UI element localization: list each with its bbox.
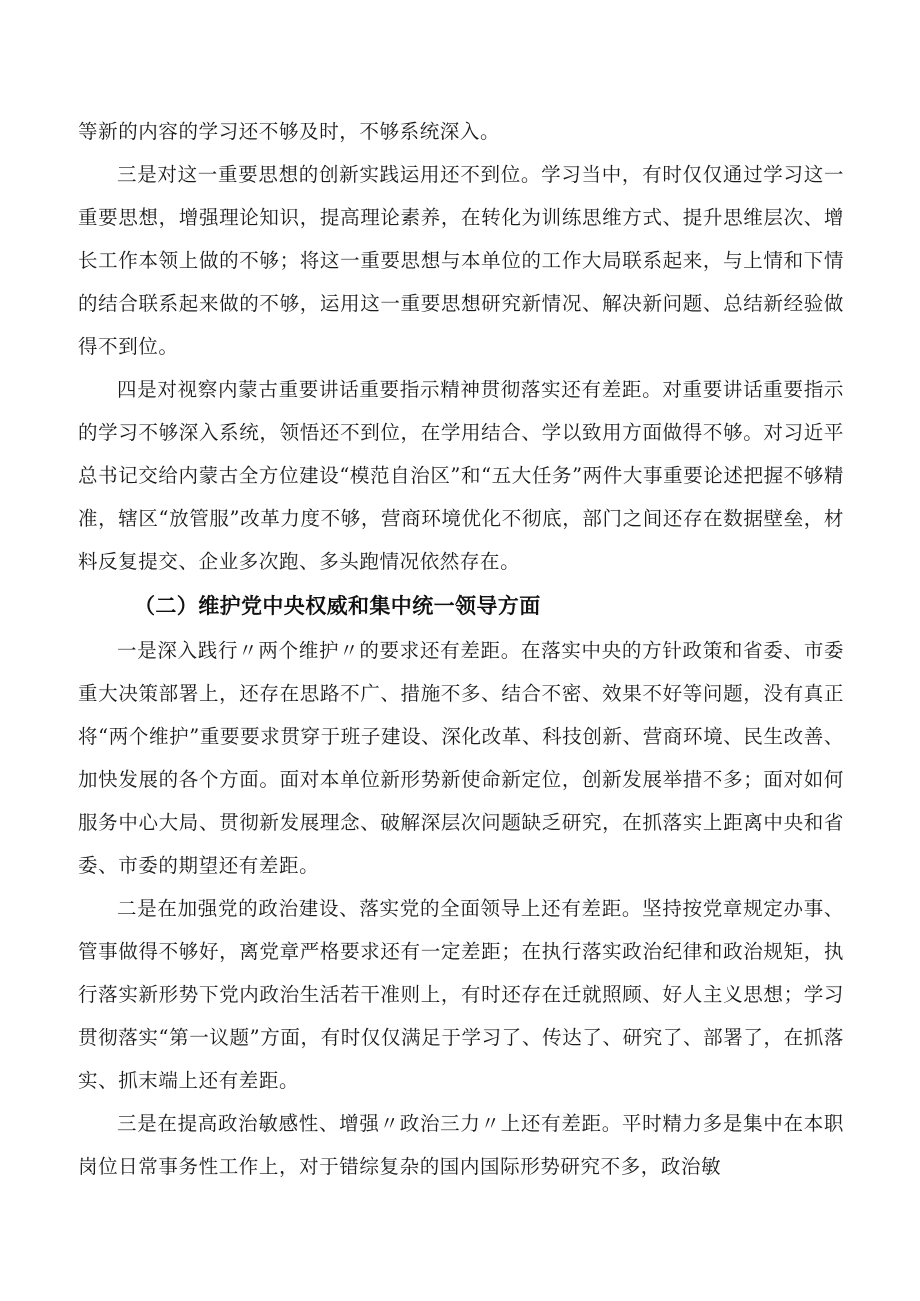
section-heading-two: （二）维护党中央权威和集中统一领导方面 [134,594,541,618]
paragraph-point-three-innovation: 三是对这一重要思想的创新实践运用还不到位。学习当中，有时仅仅通过学习这一重要思想，增强理论知识，提高理论素养，在转化为训练思维方式、提升思维层次、增长工作本领上做的不够；将这一重要思想与本单位的工作大局联系起来，与上情和下情的结合联系起来做的不够，运用这一重要思想研究新情况、解决新问题、总结新经验做得不到位。 [78,163,844,358]
paragraph-point-two-political-building: 二是在加强党的政治建设、落实党的全面领导上还有差距。坚持按党章规定办事、管事做得不够好，离党章严格要求还有一定差距；在执行落实政治纪律和政治规矩，执行落实新形势下党内政治生活若干准则上，有时还存在迁就照顾、好人主义思想；学习贯彻落实“第一议题”方面，有时仅仅满足于学习了、传达了、研究了、部署了，在抓落实、抓末端上还有差距。 [78,897,844,1092]
paragraph-continuation: 等新的内容的学习还不够及时，不够系统深入。 [78,120,501,143]
paragraph-point-three-political-sensitivity: 三是在提高政治敏感性、增强〃政治三力〃上还有差距。平时精力多是集中在本职岗位日常事务性工作上，对于错综复杂的国内国际形势研究不多，政治敏 [78,1112,844,1178]
paragraph-point-four-inner-mongolia: 四是对视察内蒙古重要讲话重要指示精神贯彻落实还有差距。对重要讲话重要指示的学习不够深入系统，领悟还不到位，在学用结合、学以致用方面做得不够。对习近平总书记交给内蒙古全方位建设“模范自治区”和“五大任务”两件大事重要论述把握不够精准，辖区“放管服”改革力度不够，营商环境优化不彻底，部门之间还存在数据壁垒，材料反复提交、企业多次跑、多头跑情况依然存在。 [78,378,844,573]
document-body [78,110,844,1188]
paragraph-point-one-two-safeguards: 一是深入践行〃两个维护〃的要求还有差距。在落实中央的方针政策和省委、市委重大决策部署上，还存在思路不广、措施不多、结合不密、效果不好等问题，没有真正将“两个维护”重要要求贯穿于班子建设、深化改革、科技创新、营商环境、民生改善、加快发展的各个方面。面对本单位新形势新使命新定位，创新发展举措不多；面对如何服务中心大局、贯彻新发展理念、破解深层次问题缺乏研究，在抓落实上距离中央和省委、市委的期望还有差距。 [78,639,844,877]
